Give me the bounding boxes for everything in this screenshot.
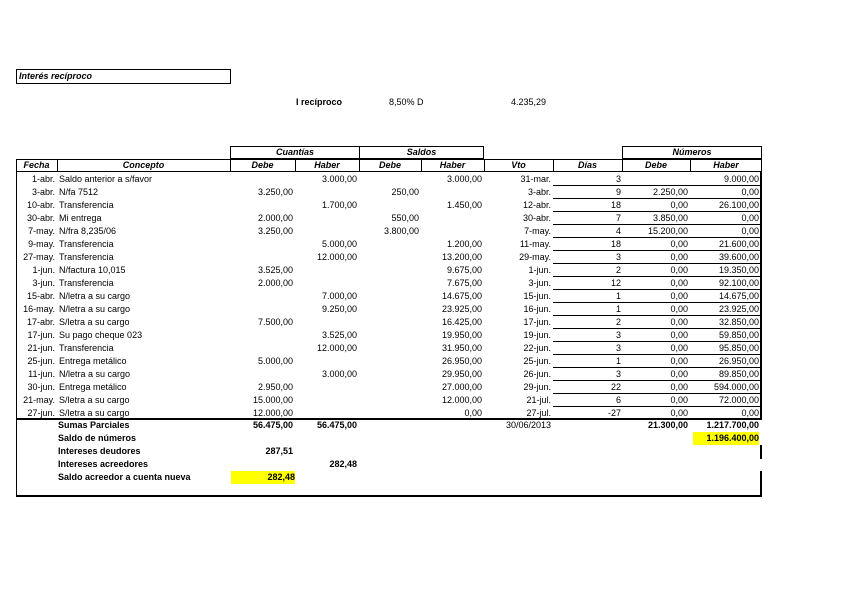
cell-numeros-haber: 59.850,00 xyxy=(718,330,759,340)
cell-saldo-haber: 29.950,00 xyxy=(441,369,482,379)
cell-dias: 1 xyxy=(615,304,621,314)
saldo-acreedor-label: Saldo acreedor a cuenta nueva xyxy=(58,472,191,482)
cell-numeros-debe: 2.250,00 xyxy=(652,187,688,197)
cell-fecha: 21-may. xyxy=(23,395,55,405)
cell-numeros-debe: 0,00 xyxy=(670,200,688,210)
cell-numeros-debe: 3.850,00 xyxy=(652,213,688,223)
cell-vto: 25-jun. xyxy=(523,356,551,366)
table-row xyxy=(0,251,848,264)
cell-dias: 3 xyxy=(615,252,621,262)
header-debe-saldos: Debe xyxy=(378,160,401,170)
cell-numeros-debe: 0,00 xyxy=(670,369,688,379)
cell-debe: 5.000,00 xyxy=(257,356,293,366)
group-cuantias: Cuantías xyxy=(275,147,314,157)
table-row xyxy=(0,316,848,329)
cell-dias: 3 xyxy=(615,343,621,353)
cell-fecha: 3-abr. xyxy=(31,187,55,197)
table-row xyxy=(0,368,848,381)
cell-haber: 3.000,00 xyxy=(321,174,357,184)
cell-numeros-haber: 0,00 xyxy=(741,213,759,223)
cell-concepto: Transferencia xyxy=(59,200,114,210)
intereses-deudores-value: 287,51 xyxy=(265,446,293,456)
header-dias: Días xyxy=(577,160,597,170)
rate-value: 8,50% D xyxy=(389,97,424,107)
cell-saldo-haber: 7.675,00 xyxy=(446,278,482,288)
cell-numeros-haber: 23.925,00 xyxy=(718,304,759,314)
cell-vto: 3-jun. xyxy=(528,278,551,288)
cell-numeros-haber: 92.100,00 xyxy=(718,278,759,288)
cell-numeros-debe: 0,00 xyxy=(670,382,688,392)
cell-concepto: S/letra a su cargo xyxy=(59,395,130,405)
sumas-debe: 56.475,00 xyxy=(252,420,293,430)
cell-haber: 1.700,00 xyxy=(321,200,357,210)
cell-numeros-haber: 19.350,00 xyxy=(718,265,759,275)
frame-bottom xyxy=(16,495,762,497)
cell-haber: 7.000,00 xyxy=(321,291,357,301)
cell-saldo-debe: 3.800,00 xyxy=(383,226,419,236)
cell-fecha: 16-may. xyxy=(23,304,55,314)
cell-numeros-debe: 0,00 xyxy=(670,330,688,340)
saldo-numeros-label: Saldo de números xyxy=(58,433,137,443)
cell-numeros-haber: 14.675,00 xyxy=(718,291,759,301)
cell-dias: 7 xyxy=(615,213,621,223)
cell-haber: 3.525,00 xyxy=(321,330,357,340)
cell-numeros-haber: 95.850,00 xyxy=(718,343,759,353)
cell-numeros-debe: 0,00 xyxy=(670,408,688,418)
cell-vto: 19-jun. xyxy=(523,330,551,340)
cell-debe: 3.525,00 xyxy=(257,265,293,275)
cell-vto: 30-abr. xyxy=(522,213,551,223)
cell-concepto: Transferencia xyxy=(59,252,114,262)
table-row xyxy=(0,238,848,251)
cell-fecha: 9-may. xyxy=(28,239,55,249)
table-row xyxy=(0,290,848,303)
cell-dias: 2 xyxy=(615,317,621,327)
group-saldos: Saldos xyxy=(406,147,437,157)
header-debe-cuantias: Debe xyxy=(251,160,274,170)
cell-debe: 2.000,00 xyxy=(257,213,293,223)
cell-vto: 31-mar. xyxy=(520,174,551,184)
cell-numeros-haber: 0,00 xyxy=(741,226,759,236)
saldo-acreedor-value: 282,48 xyxy=(231,471,295,484)
group-numeros: Números xyxy=(672,147,712,157)
table-row xyxy=(0,277,848,290)
cell-concepto: N/letra a su cargo xyxy=(59,304,131,314)
sumas-numeros-debe: 21.300,00 xyxy=(647,420,688,430)
cell-dias: 1 xyxy=(615,356,621,366)
rate-label: I recíproco xyxy=(296,97,343,107)
cell-numeros-haber: 0,00 xyxy=(741,408,759,418)
cell-vto: 3-abr. xyxy=(527,187,551,197)
cell-concepto: S/letra a su cargo xyxy=(59,408,130,418)
header-haber-cuantias: Haber xyxy=(314,160,340,170)
cell-numeros-debe: 0,00 xyxy=(670,356,688,366)
cell-vto: 26-jun. xyxy=(523,369,551,379)
cell-dias: 18 xyxy=(610,200,621,210)
cell-saldo-haber: 0,00 xyxy=(464,408,482,418)
cell-debe: 3.250,00 xyxy=(257,226,293,236)
cell-numeros-debe: 0,00 xyxy=(670,395,688,405)
cell-saldo-haber: 19.950,00 xyxy=(441,330,482,340)
cell-numeros-haber: 32.850,00 xyxy=(718,317,759,327)
cell-numeros-debe: 0,00 xyxy=(670,291,688,301)
cell-numeros-debe: 0,00 xyxy=(670,343,688,353)
header-debe-numeros: Debe xyxy=(644,160,667,170)
cell-concepto: N/letra a su cargo xyxy=(59,369,131,379)
cell-haber: 5.000,00 xyxy=(321,239,357,249)
table-row xyxy=(0,394,848,407)
cell-numeros-debe: 0,00 xyxy=(670,304,688,314)
cell-numeros-debe: 0,00 xyxy=(670,317,688,327)
cell-vto: 22-jun. xyxy=(523,343,551,353)
cell-dias: 9 xyxy=(615,187,621,197)
cell-fecha: 1-jun. xyxy=(32,265,55,275)
cell-vto: 29-may. xyxy=(519,252,551,262)
sumas-numeros-haber: 1.217.700,00 xyxy=(706,420,759,430)
cell-dias: -27 xyxy=(607,408,621,418)
cell-fecha: 11-jun. xyxy=(28,369,55,379)
table-row xyxy=(0,212,848,225)
cell-debe: 15.000,00 xyxy=(252,395,293,405)
cell-fecha: 7-may. xyxy=(28,226,55,236)
cell-vto: 15-jun. xyxy=(523,291,551,301)
cell-concepto: N/fra 8,235/06 xyxy=(59,226,117,236)
cell-fecha: 21-jun. xyxy=(27,343,55,353)
cell-numeros-haber: 72.000,00 xyxy=(718,395,759,405)
cell-dias: 18 xyxy=(610,239,621,249)
cell-vto: 12-abr. xyxy=(522,200,551,210)
cell-fecha: 30-jun. xyxy=(27,382,55,392)
cell-saldo-haber: 26.950,00 xyxy=(441,356,482,366)
header-fecha: Fecha xyxy=(23,160,50,170)
cell-saldo-haber: 1.450,00 xyxy=(446,200,482,210)
cell-debe: 12.000,00 xyxy=(252,408,293,418)
cell-numeros-debe: 0,00 xyxy=(670,265,688,275)
cell-saldo-debe: 550,00 xyxy=(391,213,419,223)
table-row xyxy=(0,199,848,212)
cell-saldo-haber: 27.000,00 xyxy=(441,382,482,392)
cell-dias: 3 xyxy=(615,369,621,379)
cell-concepto: Transferencia xyxy=(59,239,114,249)
cell-vto: 27-jul. xyxy=(526,408,551,418)
table-row xyxy=(0,342,848,355)
cell-dias: 1 xyxy=(615,291,621,301)
cell-fecha: 15-abr. xyxy=(26,291,55,301)
table-row xyxy=(0,407,848,420)
sumas-haber: 56.475,00 xyxy=(316,420,357,430)
header-vto: Vto xyxy=(511,160,526,170)
cell-dias: 4 xyxy=(615,226,621,236)
cell-concepto: Transferencia xyxy=(59,343,114,353)
cell-debe: 7.500,00 xyxy=(257,317,293,327)
cell-concepto: Entrega metálico xyxy=(59,356,127,366)
cell-fecha: 30-abr. xyxy=(26,213,55,223)
cell-saldo-haber: 9.675,00 xyxy=(446,265,482,275)
table-row xyxy=(0,264,848,277)
cell-fecha: 27-jun. xyxy=(27,408,55,418)
cell-numeros-haber: 26.950,00 xyxy=(718,356,759,366)
cell-numeros-debe: 0,00 xyxy=(670,252,688,262)
header-haber-numeros: Haber xyxy=(713,160,739,170)
intereses-acreedores-label: Intereses acreedores xyxy=(58,459,149,469)
cell-dias: 3 xyxy=(615,330,621,340)
cell-numeros-haber: 0,00 xyxy=(741,187,759,197)
cell-dias: 6 xyxy=(615,395,621,405)
cell-saldo-haber: 23.925,00 xyxy=(441,304,482,314)
cell-numeros-haber: 594.000,00 xyxy=(713,382,759,392)
cell-concepto: Saldo anterior a s/favor xyxy=(59,174,153,184)
cell-numeros-debe: 0,00 xyxy=(670,278,688,288)
cell-fecha: 27-may. xyxy=(23,252,55,262)
rate-amount: 4.235,29 xyxy=(511,97,547,107)
header-haber-saldos: Haber xyxy=(439,160,466,170)
sumas-date: 30/06/2013 xyxy=(505,420,551,430)
cell-vto: 21-jul. xyxy=(526,395,551,405)
cell-dias: 12 xyxy=(610,278,621,288)
intereses-deudores-label: Intereses deudores xyxy=(58,446,141,456)
cell-concepto: S/letra a su cargo xyxy=(59,317,130,327)
cell-debe: 3.250,00 xyxy=(257,187,293,197)
cell-haber: 12.000,00 xyxy=(316,252,357,262)
cell-dias: 2 xyxy=(615,265,621,275)
cell-vto: 16-jun. xyxy=(523,304,551,314)
table-row xyxy=(0,225,848,238)
cell-vto: 29-jun. xyxy=(523,382,551,392)
cell-fecha: 3-jun. xyxy=(32,278,55,288)
cell-vto: 11-may. xyxy=(519,239,551,249)
cell-concepto: Entrega metálico xyxy=(59,382,127,392)
cell-saldo-debe: 250,00 xyxy=(391,187,419,197)
cell-saldo-haber: 3.000,00 xyxy=(446,174,482,184)
cell-concepto: N/letra a su cargo xyxy=(59,291,131,301)
cell-numeros-haber: 9.000,00 xyxy=(723,174,759,184)
cell-saldo-haber: 13.200,00 xyxy=(441,252,482,262)
cell-haber: 12.000,00 xyxy=(316,343,357,353)
cell-fecha: 10-abr. xyxy=(26,200,55,210)
cell-saldo-haber: 14.675,00 xyxy=(441,291,482,301)
cell-numeros-haber: 21.600,00 xyxy=(718,239,759,249)
table-row xyxy=(0,303,848,316)
cell-fecha: 17-jun. xyxy=(27,330,55,340)
cell-concepto: Mi entrega xyxy=(59,213,102,223)
table-row xyxy=(0,329,848,342)
cell-numeros-haber: 26.100,00 xyxy=(718,200,759,210)
cell-vto: 7-may. xyxy=(524,226,551,236)
cell-concepto: Transferencia xyxy=(59,278,114,288)
cell-vto: 17-jun. xyxy=(523,317,551,327)
header-concepto: Concepto xyxy=(122,160,165,170)
sumas-label: Sumas Parciales xyxy=(58,420,130,430)
cell-saldo-haber: 16.425,00 xyxy=(441,317,482,327)
cell-haber: 3.000,00 xyxy=(321,369,357,379)
table-row xyxy=(0,173,848,186)
cell-debe: 2.000,00 xyxy=(257,278,293,288)
cell-dias: 3 xyxy=(615,174,621,184)
table-row xyxy=(0,381,848,394)
intereses-acreedores-value: 282,48 xyxy=(329,459,357,469)
cell-vto: 1-jun. xyxy=(528,265,551,275)
cell-numeros-haber: 89.850,00 xyxy=(718,369,759,379)
cell-concepto: N/fa 7512 xyxy=(59,187,99,197)
cell-saldo-haber: 1.200,00 xyxy=(446,239,482,249)
cell-numeros-debe: 15.200,00 xyxy=(647,226,688,236)
cell-dias: 22 xyxy=(610,382,621,392)
saldo-numeros-value: 1.196.400,00 xyxy=(693,432,759,445)
cell-numeros-debe: 0,00 xyxy=(670,239,688,249)
cell-saldo-haber: 31.950,00 xyxy=(441,343,482,353)
cell-numeros-haber: 39.600,00 xyxy=(718,252,759,262)
cell-fecha: 17-abr. xyxy=(26,317,55,327)
cell-haber: 9.250,00 xyxy=(321,304,357,314)
cell-concepto: Su pago cheque 023 xyxy=(59,330,143,340)
cell-fecha: 1-abr. xyxy=(31,174,55,184)
cell-concepto: N/factura 10,015 xyxy=(59,265,126,275)
cell-debe: 2.950,00 xyxy=(257,382,293,392)
table-row xyxy=(0,355,848,368)
cell-fecha: 25-jun. xyxy=(27,356,55,366)
page-title: Interés recíproco xyxy=(19,71,93,81)
cell-saldo-haber: 12.000,00 xyxy=(441,395,482,405)
table-row xyxy=(0,186,848,199)
